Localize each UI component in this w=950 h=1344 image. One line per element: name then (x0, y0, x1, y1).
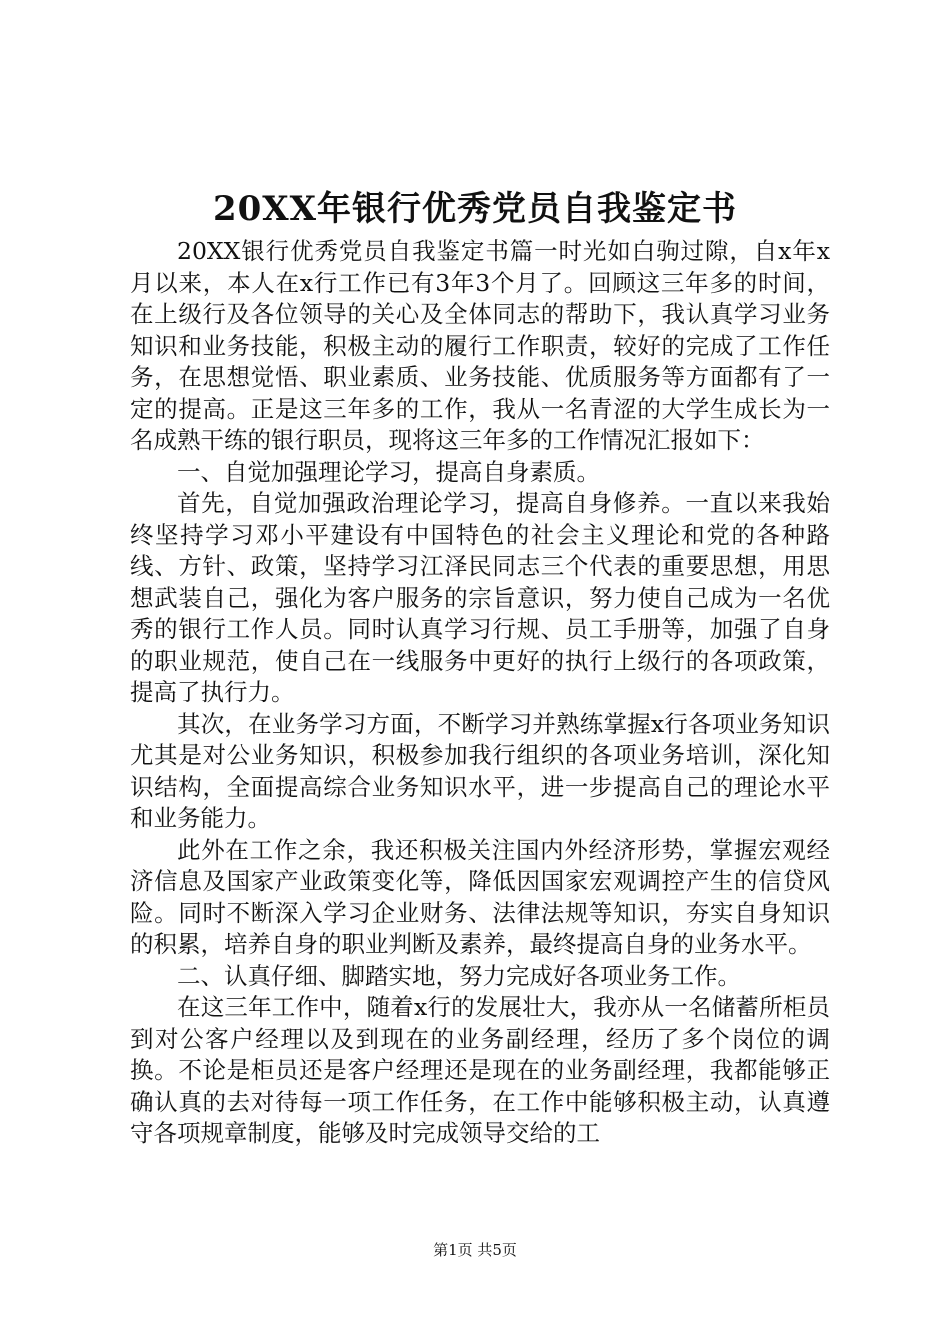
section-heading-1: 一、自觉加强理论学习，提高自身素质。 (177, 457, 600, 486)
paragraph-economic-awareness: 此外在工作之余，我还积极关注国内外经济形势，掌握宏观经济信息及国家产业政策变化等，降低因国家宏观调控产生的信贷风险。同时不断深入学习企业财务、法律法规等知识，夯实自身知识的积累，培养自身的职业判断及素养，最终提高自身的业务水平。 (130, 835, 830, 958)
paragraph-intro: 20XX银行优秀党员自我鉴定书篇一时光如白驹过隙，自x年x月以来，本人在x行工作已有3年3个月了。回顾这三年多的时间，在上级行及各位领导的关心及全体同志的帮助下，我认真学习业务知识和业务技能，积极主动的履行工作职责，较好的完成了工作任务，在思想觉悟、职业素质、业务技能、优质服务等方面都有了一定的提高。正是这三年多的工作，我从一名青涩的大学生成长为一名成熟干练的银行职员，现将这三年多的工作情况汇报如下： (130, 237, 830, 454)
paragraph-political-study: 首先，自觉加强政治理论学习，提高自身修养。一直以来我始终坚持学习邓小平建设有中国特色的社会主义理论和党的各种路线、方针、政策，坚持学习江泽民同志三个代表的重要思想，用思想武装自己，强化为客户服务的宗旨意识，努力使自己成为一名优秀的银行工作人员。同时认真学习行规、员工手册等，加强了自身的职业规范，使自己在一线服务中更好的执行上级行的各项政策，提高了执行力。 (130, 489, 830, 706)
document-title: 20XX年银行优秀党员自我鉴定书 (212, 189, 738, 229)
paragraph-business-study: 其次，在业务学习方面，不断学习并熟练掌握x行各项业务知识尤其是对公业务知识，积极参加我行组织的各项业务培训，深化知识结构，全面提高综合业务知识水平，进一步提高自己的理论水平和业务能力。 (130, 709, 830, 832)
page-number-footer: 第1页 共5页 (433, 1241, 517, 1259)
paragraph-work-experience: 在这三年工作中，随着x行的发展壮大，我亦从一名储蓄所柜员到对公客户经理以及到现在的业务副经理，经历了多个岗位的调换。不论是柜员还是客户经理还是现在的业务副经理，我都能够正确认真的去对待每一项工作任务，在工作中能够积极主动，认真遵守各项规章制度，能够及时完成领导交给的工 (130, 993, 830, 1147)
section-heading-2: 二、认真仔细、脚踏实地，努力完成好各项业务工作。 (177, 961, 741, 990)
document-body (130, 236, 830, 1150)
